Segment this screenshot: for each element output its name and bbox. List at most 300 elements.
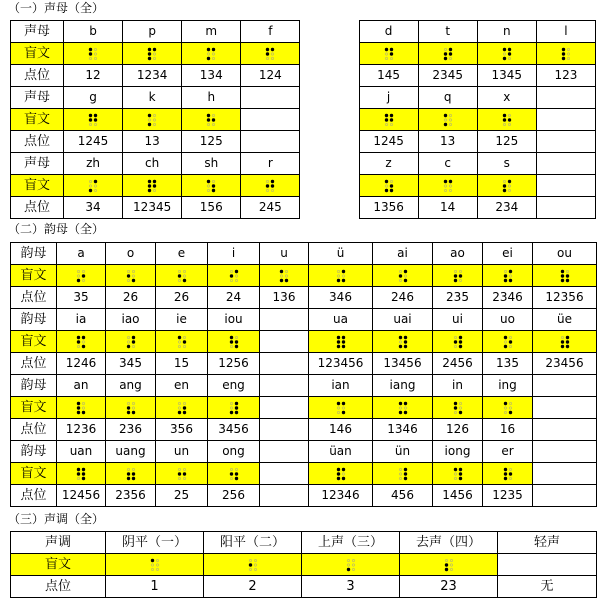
braille-cell [418,175,477,197]
section-title-tones: （三）声调（全） [8,512,105,526]
braille-cell [57,463,106,485]
braille-row [11,397,597,419]
row-label: 盲文 [11,43,64,65]
row-label: 点位 [11,197,64,219]
dots-row [11,576,597,598]
symbol-row [11,441,597,463]
braille-cell [359,175,418,197]
braille-dots-icon [229,401,239,415]
symbol-cell [260,375,309,397]
symbol-row [11,243,597,265]
symbol-cell [533,375,597,397]
dots-row [11,197,596,219]
dots-cell: 16 [483,419,533,441]
dots-row [11,485,597,507]
symbol-row [11,309,597,331]
symbol-cell: sh [182,153,241,175]
column-gap [300,197,359,219]
symbol-cell: g [63,87,122,109]
dots-cell: 135 [483,353,533,375]
braille-cell [483,265,533,287]
symbol-cell: o [106,243,156,265]
symbol-cell: q [418,87,477,109]
symbol-cell: un [156,441,208,463]
symbol-cell: iou [208,309,260,331]
braille-cell [309,331,373,353]
braille-dots-icon [177,467,187,481]
dots-cell: 26 [106,287,156,309]
braille-row [11,109,596,131]
braille-cell [433,397,483,419]
dots-row [11,353,597,375]
braille-cell [106,331,156,353]
dots-cell: 26 [156,287,208,309]
symbol-row [11,21,596,43]
braille-dots-icon [398,335,408,349]
braille-cell [208,265,260,287]
symbol-cell: a [57,243,106,265]
tone-name-cell: 去声（四） [400,532,498,554]
braille-cell [373,265,433,287]
dots-cell: 13 [123,131,182,153]
dots-cell: 2456 [433,353,483,375]
section-title-initials: （一）声母（全） [8,1,105,15]
braille-cell [123,109,182,131]
column-gap [300,65,359,87]
braille-cell [57,397,106,419]
braille-dots-icon [150,558,160,572]
symbol-cell: eng [208,375,260,397]
symbol-cell: ei [483,243,533,265]
dots-cell: 1246 [57,353,106,375]
braille-cell [63,175,122,197]
braille-dots-icon [126,467,136,481]
braille-cell [533,265,597,287]
symbol-cell: ie [156,309,208,331]
dots-cell: 125 [182,131,241,153]
braille-cell [309,463,373,485]
braille-dots-icon [560,269,570,283]
braille-cell [156,463,208,485]
dots-row [11,419,597,441]
braille-dots-icon [502,179,512,193]
symbol-cell: d [359,21,418,43]
symbol-cell [260,441,309,463]
dots-cell: 345 [106,353,156,375]
braille-dots-icon [336,335,346,349]
row-label: 点位 [11,65,64,87]
dots-cell: 2346 [483,287,533,309]
braille-dots-icon [502,113,512,127]
braille-cell [182,175,241,197]
braille-dots-icon [443,113,453,127]
row-label: 韵母 [11,243,57,265]
dots-row [11,65,596,87]
braille-dots-icon [126,335,136,349]
braille-dots-icon [384,113,394,127]
symbol-cell [533,441,597,463]
braille-dots-icon [126,401,136,415]
braille-dots-icon [444,558,454,572]
dots-cell: 12345 [123,197,182,219]
dots-cell: 12346 [309,485,373,507]
braille-row [11,331,597,353]
braille-dots-icon [384,179,394,193]
braille-cell [241,109,300,131]
braille-cell [433,331,483,353]
braille-cell [400,554,498,576]
dots-cell: 12 [63,65,122,87]
symbol-cell: üe [533,309,597,331]
symbol-cell: zh [63,153,122,175]
symbol-row [11,532,597,554]
braille-dots-icon [443,47,453,61]
braille-cell [536,175,595,197]
dots-cell [533,485,597,507]
dots-cell [536,131,595,153]
braille-dots-icon [336,467,346,481]
symbol-cell: ou [533,243,597,265]
braille-cell [498,554,597,576]
braille-cell [182,109,241,131]
dots-cell: 24 [208,287,260,309]
dots-cell: 1234 [123,65,182,87]
braille-dots-icon [229,335,239,349]
symbol-cell: ün [373,441,433,463]
dots-cell: 136 [260,287,309,309]
symbol-cell: ua [309,309,373,331]
symbol-cell [241,87,300,109]
dots-cell [260,353,309,375]
symbol-cell: ui [433,309,483,331]
braille-cell [533,397,597,419]
braille-dots-icon [206,179,216,193]
braille-dots-icon [88,47,98,61]
dots-cell: 1356 [359,197,418,219]
dots-cell: 235 [433,287,483,309]
dots-cell: 236 [106,419,156,441]
row-label: 盲文 [11,554,106,576]
symbol-cell: h [182,87,241,109]
braille-cell [182,43,241,65]
dots-cell: 1345 [477,65,536,87]
braille-cell [208,397,260,419]
braille-cell [373,463,433,485]
braille-cell [533,331,597,353]
braille-dots-icon [88,179,98,193]
row-label: 声调 [11,532,106,554]
symbol-cell: n [477,21,536,43]
column-gap [300,131,359,153]
row-label: 点位 [11,419,57,441]
symbol-cell: an [57,375,106,397]
symbol-cell: in [433,375,483,397]
symbol-cell: ao [433,243,483,265]
braille-dots-icon [229,269,239,283]
row-label: 点位 [11,576,106,598]
dots-cell: 245 [241,197,300,219]
dots-cell: 124 [241,65,300,87]
dots-cell: 25 [156,485,208,507]
symbol-cell: r [241,153,300,175]
symbol-cell: ü [309,243,373,265]
symbol-cell [260,309,309,331]
dots-cell: 145 [359,65,418,87]
dots-cell: 1 [106,576,204,598]
braille-dots-icon [503,269,513,283]
braille-cell [260,463,309,485]
braille-cell [260,265,309,287]
symbol-cell: er [483,441,533,463]
braille-dots-icon [443,179,453,193]
symbol-cell: ia [57,309,106,331]
initials-table [10,20,596,219]
tone-name-cell: 阴平（一） [106,532,204,554]
symbol-cell: ong [208,441,260,463]
tone-name-cell: 上声（三） [302,532,400,554]
braille-cell [57,331,106,353]
row-label: 盲文 [11,265,57,287]
braille-dots-icon [265,179,275,193]
symbol-cell [536,153,595,175]
row-label: 点位 [11,131,64,153]
dots-cell: 2345 [418,65,477,87]
braille-dots-icon [453,269,463,283]
braille-cell [63,109,122,131]
braille-dots-icon [206,47,216,61]
symbol-cell: c [418,153,477,175]
braille-dots-icon [503,401,513,415]
symbol-cell: iong [433,441,483,463]
dots-cell: 1235 [483,485,533,507]
symbol-cell: s [477,153,536,175]
braille-dots-icon [346,558,356,572]
symbol-cell: iao [106,309,156,331]
dots-cell: 1256 [208,353,260,375]
braille-dots-icon [76,269,86,283]
braille-cell [433,265,483,287]
braille-dots-icon [126,269,136,283]
row-label: 声母 [11,87,64,109]
braille-row [11,175,596,197]
braille-dots-icon [229,467,239,481]
symbol-row [11,375,597,397]
braille-dots-icon [147,113,157,127]
dots-cell: 356 [156,419,208,441]
dots-cell: 123456 [309,353,373,375]
braille-cell [536,109,595,131]
braille-cell [260,397,309,419]
braille-dots-icon [502,47,512,61]
dots-cell: 1236 [57,419,106,441]
braille-cell [57,265,106,287]
symbol-cell: z [359,153,418,175]
symbol-cell: b [63,21,122,43]
symbol-cell: uo [483,309,533,331]
braille-cell [208,463,260,485]
braille-dots-icon [336,401,346,415]
dots-cell: 12456 [57,485,106,507]
symbol-cell: u [260,243,309,265]
braille-cell [483,397,533,419]
symbol-cell: ing [483,375,533,397]
dots-cell: 1456 [433,485,483,507]
braille-cell [533,463,597,485]
braille-cell [477,43,536,65]
braille-dots-icon [453,401,463,415]
braille-dots-icon [503,467,513,481]
dots-cell: 14 [418,197,477,219]
row-label: 盲文 [11,109,64,131]
dots-cell: 1245 [63,131,122,153]
braille-dots-icon [560,335,570,349]
tone-name-cell: 轻声 [498,532,597,554]
braille-cell [536,43,595,65]
dots-cell: 346 [309,287,373,309]
braille-dots-icon [147,47,157,61]
column-gap [300,175,359,197]
column-gap [300,109,359,131]
dots-cell: 246 [373,287,433,309]
dots-row [11,131,596,153]
braille-dots-icon [177,401,187,415]
braille-dots-icon [279,269,289,283]
tones-table [10,531,597,598]
braille-cell [123,43,182,65]
finals-table [10,242,597,507]
section-title-finals: （二）韵母（全） [8,222,105,236]
column-gap [300,43,359,65]
symbol-cell: f [241,21,300,43]
symbol-row [11,87,596,109]
braille-dots-icon [453,467,463,481]
braille-dots-icon [177,269,187,283]
braille-cell [309,265,373,287]
braille-dots-icon [76,467,86,481]
symbol-cell: p [123,21,182,43]
dots-cell: 15 [156,353,208,375]
dots-cell: 126 [433,419,483,441]
symbol-cell: uai [373,309,433,331]
braille-cell [359,109,418,131]
braille-dots-icon [453,335,463,349]
row-label: 盲文 [11,463,57,485]
braille-cell [483,463,533,485]
braille-dots-icon [177,335,187,349]
dots-cell: 12356 [533,287,597,309]
braille-cell [373,397,433,419]
row-label: 韵母 [11,309,57,331]
braille-cell [156,265,208,287]
symbol-cell: k [123,87,182,109]
row-label: 声母 [11,21,64,43]
dots-cell: 13 [418,131,477,153]
braille-dots-icon [503,335,513,349]
symbol-cell: x [477,87,536,109]
row-label: 韵母 [11,375,57,397]
braille-cell [63,43,122,65]
row-label: 韵母 [11,441,57,463]
braille-cell [106,463,156,485]
braille-cell [106,397,156,419]
braille-cell [260,331,309,353]
braille-cell [302,554,400,576]
dots-cell: 146 [309,419,373,441]
dots-cell: 3456 [208,419,260,441]
braille-cell [241,175,300,197]
braille-row [11,554,597,576]
braille-dots-icon [336,269,346,283]
dots-cell [241,131,300,153]
braille-cell [418,109,477,131]
braille-cell [204,554,302,576]
symbol-cell: j [359,87,418,109]
symbol-cell: iang [373,375,433,397]
braille-dots-icon [398,467,408,481]
dots-cell [260,419,309,441]
row-label: 盲文 [11,331,57,353]
column-gap [300,87,359,109]
row-label: 盲文 [11,397,57,419]
dots-cell: 23 [400,576,498,598]
dots-cell: 2356 [106,485,156,507]
dots-cell: 134 [182,65,241,87]
row-label: 盲文 [11,175,64,197]
symbol-cell: uan [57,441,106,463]
dots-cell: 156 [182,197,241,219]
braille-cell [309,397,373,419]
symbol-cell: i [208,243,260,265]
symbol-cell: t [418,21,477,43]
dots-cell: 13456 [373,353,433,375]
symbol-cell: üan [309,441,373,463]
braille-dots-icon [561,47,571,61]
dots-cell [536,197,595,219]
braille-cell [156,397,208,419]
dots-cell: 35 [57,287,106,309]
dots-cell: 无 [498,576,597,598]
dots-cell: 34 [63,197,122,219]
braille-row [11,265,597,287]
braille-cell [477,175,536,197]
braille-cell [418,43,477,65]
braille-dots-icon [206,113,216,127]
braille-cell [433,463,483,485]
symbol-cell: ian [309,375,373,397]
braille-cell [106,554,204,576]
dots-cell: 256 [208,485,260,507]
braille-cell [359,43,418,65]
braille-dots-icon [398,401,408,415]
dots-cell: 123 [536,65,595,87]
braille-dots-icon [248,558,258,572]
dots-cell [260,485,309,507]
braille-row [11,43,596,65]
braille-cell [156,331,208,353]
dots-cell: 23456 [533,353,597,375]
row-label: 点位 [11,353,57,375]
braille-dots-icon [398,269,408,283]
column-gap [300,21,359,43]
tone-name-cell: 阳平（二） [204,532,302,554]
symbol-cell: ang [106,375,156,397]
dots-cell: 2 [204,576,302,598]
row-label: 点位 [11,287,57,309]
symbol-cell: uang [106,441,156,463]
dots-row [11,287,597,309]
dots-cell: 3 [302,576,400,598]
braille-cell [241,43,300,65]
